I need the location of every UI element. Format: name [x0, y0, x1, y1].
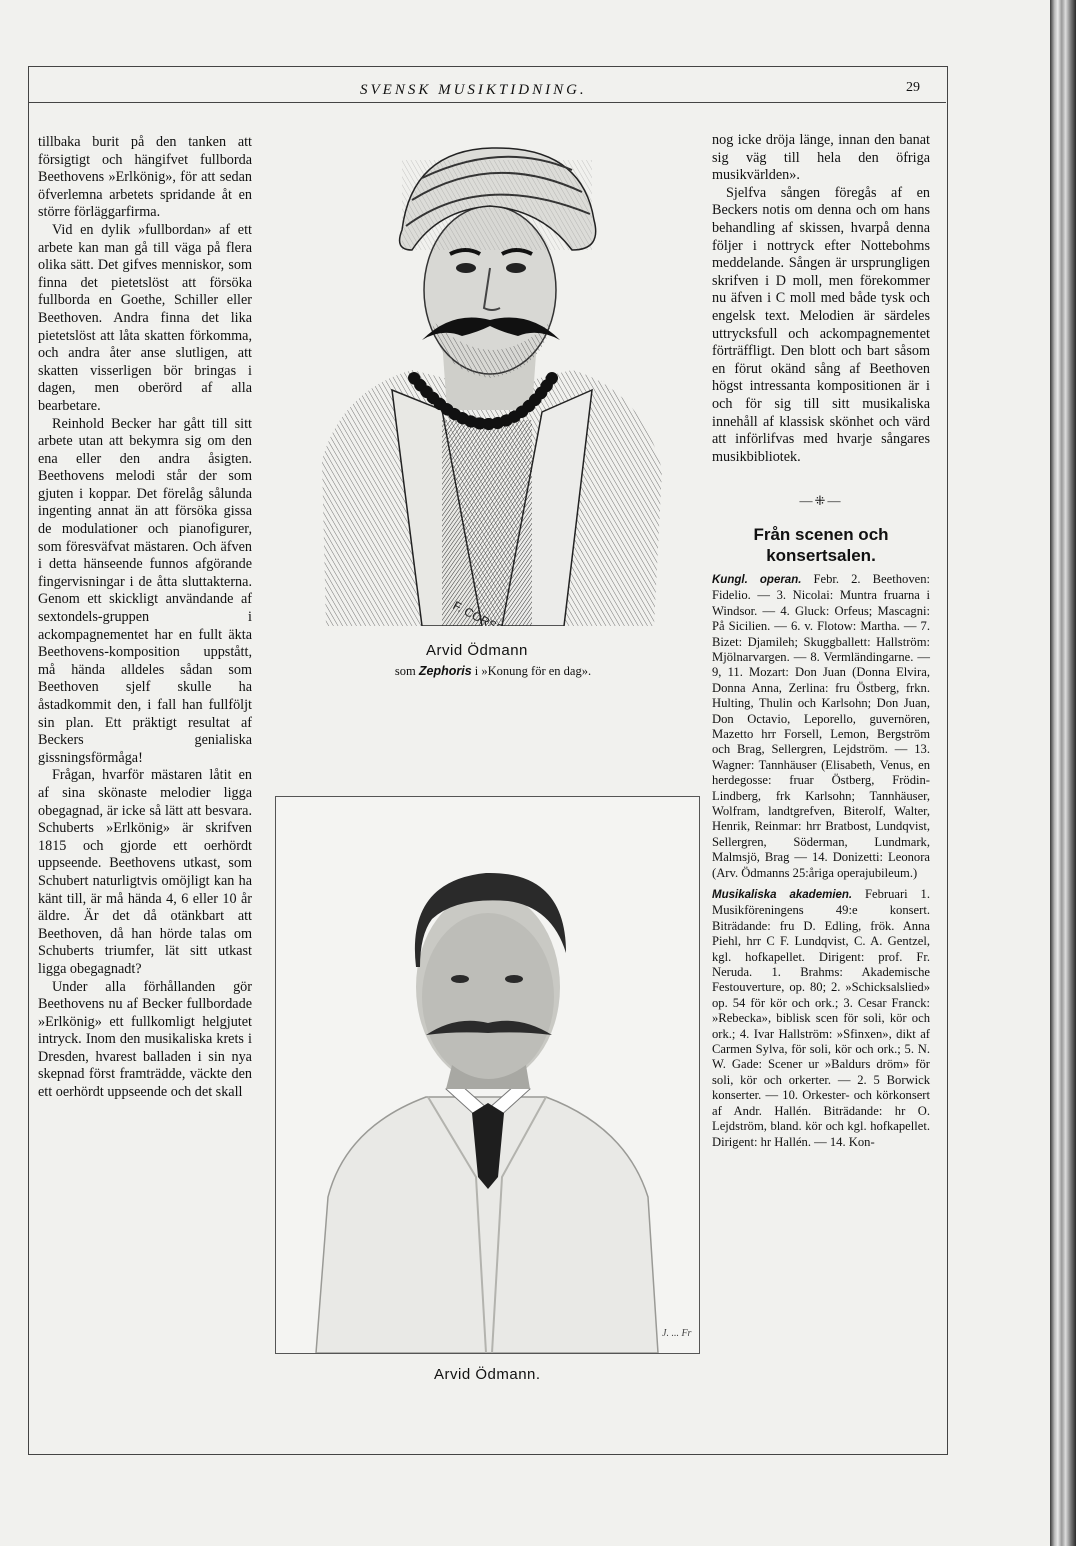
portrait-caption-role: som Zephoris i »Konung för en dag». [394, 664, 592, 678]
role-name: Zephoris [418, 664, 472, 678]
concert-entry [712, 572, 930, 881]
photograph-portrait [276, 797, 699, 1353]
paragraph: tillbaka burit på den tanken att försigtigt och hängifvet fullborda Beethovens »Erlkönig», för att sedan öfverlemna arbetets spridande åt en större förläggarfirma. [38, 134, 252, 221]
photograph-caption: Arvid Ödmann. [434, 1366, 541, 1383]
paragraph: Under alla förhållanden gör Beethovens nu af Becker fullbordade »Erlkönig» ett fullkomligt helgjutet intryck. Inom den musikaliska krets i Dresden, hvarest balladen i sin nya skepnad först framträdde, väckte den ett oerhördt uppseende och det skall [38, 978, 252, 1101]
paragraph: Reinhold Becker har gått till sitt arbete utan att bekymra sig om den ena eller den andra åsigten. Beethovens melodi står der som gjuten i koppar. Det förelåg sålunda ingenting annat än att försöka gissa de modulationer och pianofigurer, som föresväfvat mästaren. Och äfven i detta hänseende funnos afgörande fingervisningar i de åtta sluttakterna. Genom ett skickligt användande af sextondels-gruppen i ackompagnementet har en fullt äkta Beethovens-komposition uppstått, må hända alldeles sådan som Beethoven sjelf skulle ha åstadkommit den, i fall han fullföljt sin plan. Ett präktigt resultat af Beckers genialiska gissningsförmåga! [38, 415, 252, 766]
paragraph: Frågan, hvarför mästaren låtit en af sina skönaste melodier ligga obegagnad, är icke så lätt att besvara. Schuberts »Erlkönig» är skrifven 1815 och gjorde ett oerhördt uppseende. Beethovens utkast, som Schubert naturligtvis omöjligt kan ha känt till, är må hända 4, 6 eller 10 år äldre. Är det då otänkbart att Beethoven, då han hörde talas om Schuberts triumfer, lät sitt utkast ligga obegagnadt? [38, 767, 252, 977]
header-rule [28, 102, 946, 103]
paragraph: Sjelfva sången föregås af en Beckers notis om denna och om hans behandling af skissen, hvarpå denna följer i nottryck efter Nottebohms meddelande. Sången är ursprungligen skrifven i D moll, men förekommer nu äfven i C moll med både tysk och engelsk text. Melodien är särdeles uttrycksfull och ackompagnementet förträffligt. Den blott och bart såsom en förut okänd sång af Beethoven högst intressanta kompositionen är i och för sig till sitt musikaliska innehåll af klassisk skönhet och värd att införlifvas med hvarje sångares musikbibliotek. [712, 184, 930, 465]
entry-text: Februari 1. Musikföreningens 49:e konsert. Biträdande: fru D. Edling, frök. Anna Piehl, hrr C F. Lundqvist, C. A. Gentzel, kgl. hofkapellet. Dirigent: prof. Fr. Neruda. 1. Brahms: Akademische Festouverture, op. 80; 2. »Schicksalslied» op. 54 för kör och ork.; 3. Cesar Franck: »Rebecka», biblisk scen för soli, kör och ork.; 4. Ivar Hallström: »Sfinxen», dikt af Carmen Sylva, för soli, kör och ork.; 5. N. W. Gade: Scener ur »Baldurs dröm» för soli, kör och orkerter. — 2. 5 Borwick konserter. — 10. Orkester- och körkonsert af Andr. Hallén. Biträdande: hr O. Lejdström, bland. kör och kgl. hofkapellet. Dirigent: hr Hallén. — 14. Kon- [712, 887, 930, 1149]
portrait-caption-name: Arvid Ödmann [426, 642, 528, 659]
running-title: SVENSK MUSIKTIDNING. [360, 82, 587, 98]
venue-label: Kungl. operan. [712, 573, 802, 586]
section-heading: Från scenen och konsertsalen. [753, 524, 889, 565]
paragraph: Vid en dylik »fullbordan» af ett arbete kan man gå till väga på flera olika sätt. Det gifves menniskor, som finna det pietetslöst att försöka fullborda en Goethe, Schiller eller Beethoven. Andra finna det lika pietetslöst att låta skatten förkomma, och andra åter anse slutligen, att skatten visserligen bör bringas i dagen, men oberörd af alla bearbetare. [38, 221, 252, 414]
left-text-column [38, 134, 252, 1102]
photograph-frame [275, 796, 700, 1354]
concert-entry [712, 887, 930, 1150]
right-text-column [712, 132, 930, 1156]
venue-label: Musikaliska akademien. [712, 889, 853, 901]
concert-listings [712, 572, 930, 1150]
paragraph: nog icke dröja länge, innan den banat sig väg till hela den öfriga musikvärlden». [712, 132, 930, 184]
photographer-signature: J. ... Fr [662, 1328, 692, 1339]
section-divider: —⁜— [799, 493, 843, 509]
page-number: 29 [906, 80, 920, 95]
entry-text: Febr. 2. Beethoven: Fidelio. — 3. Nicolai: Muntra fruarna i Windsor. — 4. Gluck: Orfeus; Mascagni: På Sicilien. — 6. v. Flotow: Martha. — 7. Bizet: Djamileh; Skuggballett: Hallström: Mjölnarvargen. — 8. Vermländingarne. — 9, 11. Mozart: Don Juan (Donna Elvira, Donna Anna, Zerlina: fru Östberg, frkn. Hulting, Thulin och Karlsohn; Don Juan, Don Octavio, Leporello, guvernören, Mazetto hrr Forsell, Lemon, Bergström och Brag, Sellergren, Lejdström. — 13. Wagner: Tannhäuser (Elisabeth, Venus, en herdegosse: fruar Östberg, Frödin-Lindberg, frk Karlsohn; Tannhäuser, Wolfram, landtgrefven, Biterolf, Walter, Henrik, Reinmar: hrr Bratbost, Lundqvist, Sellergren, Söderman, Lundmark, Malmsjö, Brag — 14. Donizetti: Leonora (Arv. Ödmanns 25:åriga operajubileum.) [712, 571, 931, 880]
engraved-portrait [302, 140, 674, 626]
book-spine-edge [1050, 0, 1076, 1546]
